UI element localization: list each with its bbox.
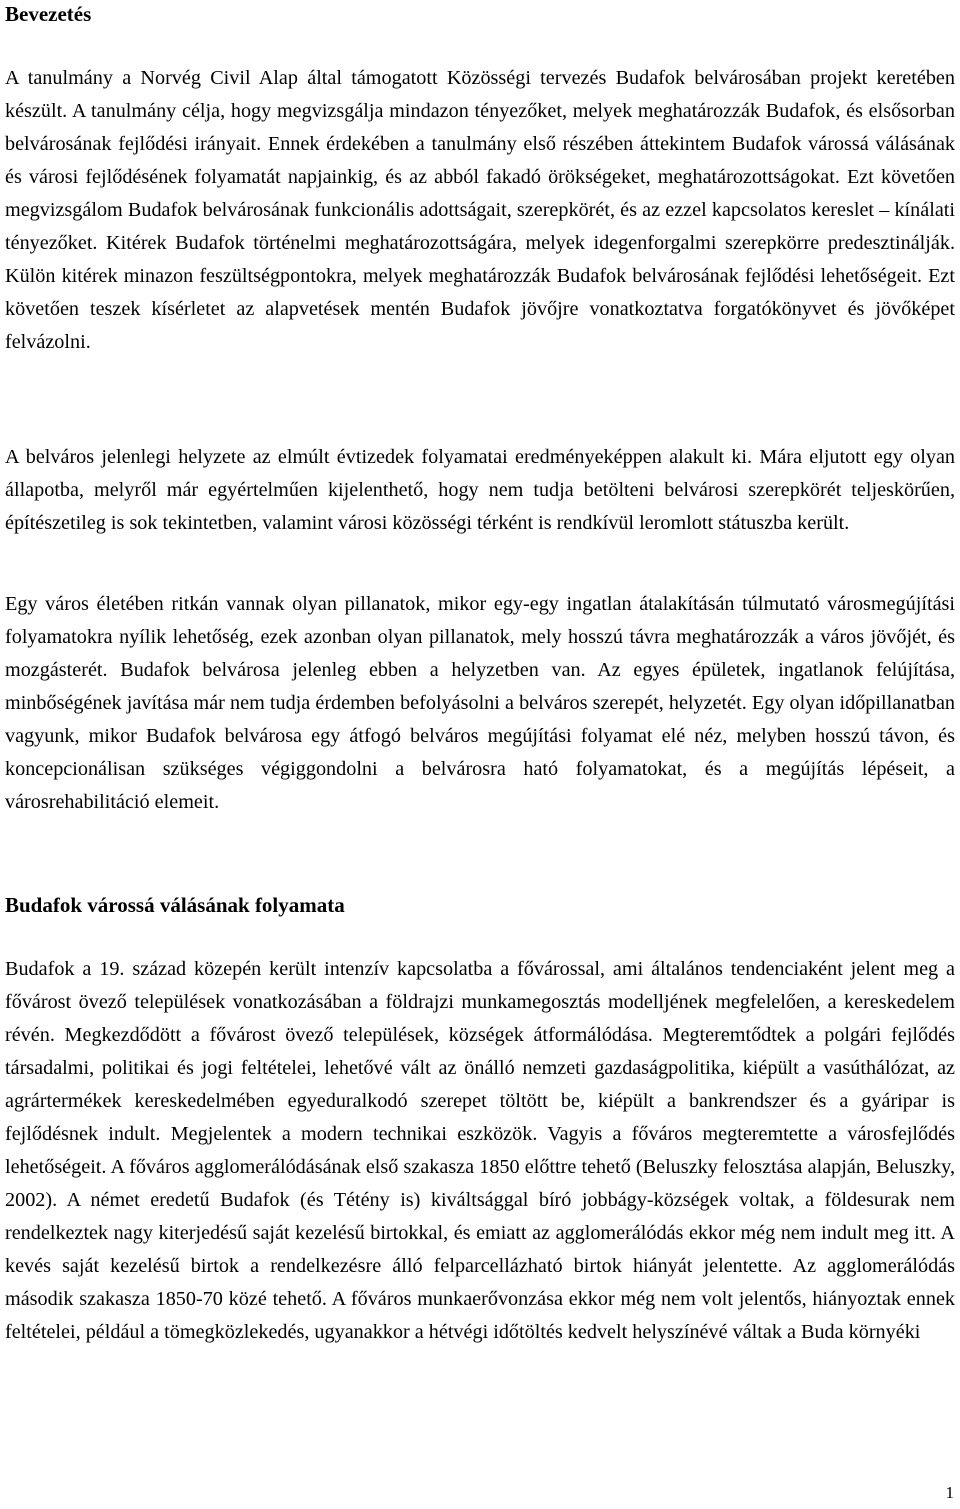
page-number: 1: [945, 1483, 954, 1502]
paragraph-history: Budafok a 19. század közepén került intenzív kapcsolatba a fővárossal, ami általános tendenciaként jelent meg a fővárost övező települések vonatkozásában a földrajzi munkamegosztás modelljének megfelelően, a kereskedelem révén. Megkezdődött a fővárost övező települések, községek átformálódása. Megteremtődtek a polgári fejlődés társadalmi, politikai és jogi feltételei, lehetővé vált az önálló nemzeti gazdaságpolitika, kiépült a vasúthálózat, az agrártermékek kereskedelmében egyeduralkodó szerepet töltött be, kiépült a bankrendszer és a gyáripar is fejlődésnek indult. Megjelentek a modern technikai eszközök. Vagyis a főváros megteremtette a városfejlődés lehetőségeit. A főváros agglomerálódásának első szakasza 1850 előttre tehető (Beluszky felosztása alapján, Beluszky, 2002). A német eredetű Budafok (és Tétény is) kiváltsággal bíró jobbágy-községek voltak, a földesurak nem rendelkeztek nagy kiterjedésű saját kezelésű birtokkal, és emiatt az agglomerálódás ekkor még nem indult meg itt. A kevés saját kezelésű birtok a rendelkezésre álló felparcellázható birtok hiányát jelentette. Az agglomerálódás második szakasza 1850-70 közé tehető. A főváros munkaerővonzása ekkor még nem volt jelentős, hiányoztak ennek feltételei, például a tömegközlekedés, ugyanakkor a hétvégi időtöltés kedvelt helyszínévé váltak a Buda környéki: [5, 958, 955, 1343]
section-heading-history: Budafok várossá válásának folyamata: [5, 893, 345, 917]
section-heading-intro: Bevezetés: [5, 2, 92, 26]
paragraph-current-state: A belváros jelenlegi helyzete az elmúlt évtizedek folyamatai eredményeképpen alakult ki. Mára eljutott egy olyan állapotba, melyről már egyértelműen kijelenthető, hogy nem tudja betölteni belvárosi szerepkörét teljeskörűen, építészetileg is sok tekintetben, valamint városi közösségi térként is rendkívül leromlott státuszba került.: [5, 446, 955, 534]
paragraph-renewal-moment: Egy város életében ritkán vannak olyan pillanatok, mikor egy-egy ingatlan átalakításán túlmutató városmegújítási folyamatokra nyílik lehetőség, ezek azonban olyan pillanatok, mely hosszú távra meghatározzák a város jövőjét, és mozgásterét. Budafok belvárosa jelenleg ebben a helyzetben van. Az egyes épületek, ingatlanok felújítása, minbőségének javítása már nem tudja érdemben befolyásolni a belváros szerepét, helyzetét. Egy olyan időpillanatban vagyunk, mikor Budafok belvárosa egy átfogó belváros megújítási folyamat elé néz, melyben hosszú távon, és koncepcionálisan szükséges végiggondolni a belvárosra ható folyamatokat, és a megújítás lépéseit, a városrehabilitáció elemeit.: [5, 593, 955, 813]
paragraph-intro-purpose: A tanulmány a Norvég Civil Alap által támogatott Közösségi tervezés Budafok belvárosában projekt keretében készült. A tanulmány célja, hogy megvizsgálja mindazon tényezőket, melyek meghatározzák Budafok, és elsősorban belvárosának fejlődési irányait. Ennek érdekében a tanulmány első részében áttekintem Budafok várossá válásának és városi fejlődésének folyamatát napjainkig, és az abból fakadó örökségeket, meghatározottságokat. Ezt követően megvizsgálom Budafok belvárosának funkcionális adottságait, szerepkörét, és az ezzel kapcsolatos kereslet – kínálati tényezőket. Kitérek Budafok történelmi meghatározottságára, melyek idegenforgalmi szerepkörre predesztinálják. Külön kitérek minazon feszültségpontokra, melyek meghatározzák Budafok belvárosának fejlődési lehetőségeit. Ezt követően teszek kísérletet az alapvetések mentén Budafok jövőjre vonatkoztatva forgatókönyvet és jövőképet felvázolni.: [5, 67, 955, 353]
